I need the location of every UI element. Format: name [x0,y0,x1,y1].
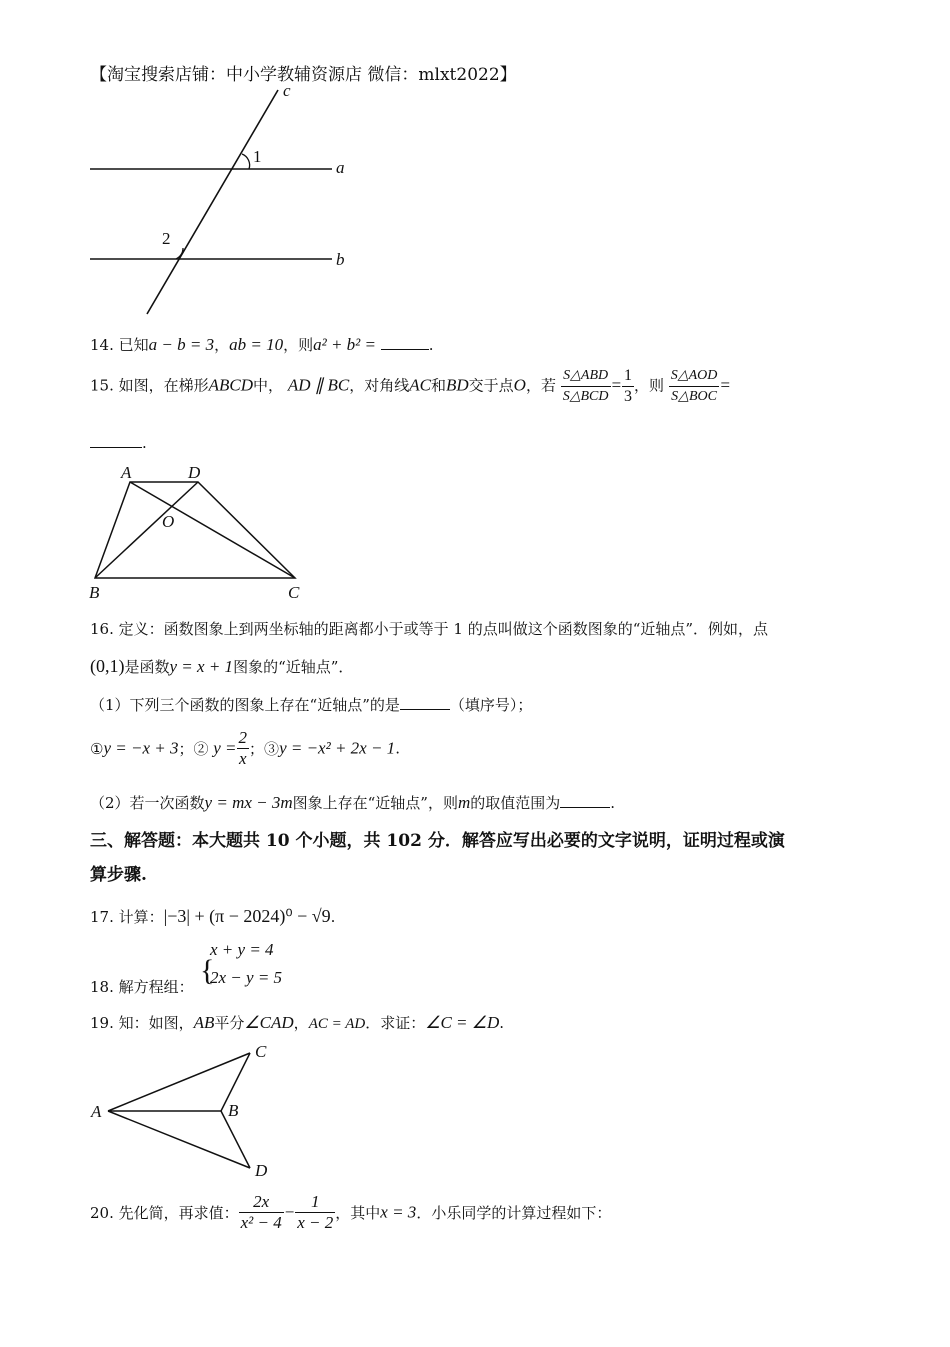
label-A: A [91,1102,102,1121]
angle-2-arc [176,248,183,259]
label-C: C [255,1042,267,1061]
answer-blank[interactable] [381,349,429,350]
figure-kite [85,1038,285,1183]
answer-blank[interactable] [90,447,142,448]
figure-parallel-lines [85,82,365,322]
equation-2: 2x − y = 5 [210,968,283,987]
question-16-part1: （1）下列三个函数的图象上存在“近轴点”的是 （填序号）； [90,696,533,714]
angle-1-arc [242,154,250,169]
question-17: 17. 计算：|−3| + (π − 2024)⁰ − √9. [90,906,336,926]
question-16-line2: (0,1)是函数y = x + 1图象的“近轴点”． [90,656,354,676]
label-A: A [121,463,132,482]
trapezoid-outline [95,482,295,578]
label-D: D [188,463,201,482]
diagonal-bd [95,482,198,578]
question-15-blank-line: . [90,434,147,452]
question-16-line1: 16. 定义：函数图象上到两坐标轴的距离都小于或等于 1 的点叫做这个函数图象的“近轴点”．例如，点 [90,620,769,638]
question-16-part2: （2）若一次函数y = mx − 3m图象上存在“近轴点”，则m的取值范围为 . [90,793,616,812]
label-D: D [255,1161,268,1180]
label-b: b [336,250,345,269]
label-angle-2: 2 [162,229,171,248]
figure-trapezoid [85,460,315,605]
label-angle-1: 1 [253,147,262,166]
answer-blank[interactable] [400,709,450,710]
label-a: a [336,158,345,177]
question-16-options: ①y = −x + 3；② y = $\frac{2}{x}$ ；③y = −x² + 2x − 1. [90,728,400,768]
label-O: O [162,512,175,531]
option2-fraction: $\frac{2}{x}$ [238,728,248,768]
question-19: 19. 知：如图，AB平分∠CAD，AC = AD．求证：∠C = ∠D. [90,1013,505,1032]
question-14: 14. 已知a − b = 3，ab = 10，则a² + b² = . [90,335,434,354]
answer-blank[interactable] [560,807,610,808]
equation-1: x + y = 4 [210,940,274,959]
ratio-fraction: $\frac{\text{S△ABD}}{\text{S△BCD}}$ [562,368,609,404]
fraction-1: $\frac{2x}{\text{x² − 4}}$ [240,1192,282,1232]
question-20: 20. 先化简，再求值： $\frac{2x}{\text{x² − 4}}$ − $\frac{1}{x - 2}$ ，其中x = 3．小乐同学的计算过程如下： [90,1192,612,1232]
label-B: B [228,1101,239,1120]
label-c: c [283,82,291,100]
section-3-heading: 三、解答题：本大题共 10 个小题，共 102 分．解答应写出必要的文字说明，证明过程或演 [90,831,785,851]
value-fraction: $\frac{1}{3}$ [624,367,632,405]
banner: 【淘宝搜索店铺：中小学教辅资源店 微信：mlxt2022】 [90,65,517,85]
section-3-heading-cont: 算步骤. [90,865,147,885]
question-15: 15. 如图，在梯形ABCD中， AD ∥ BC，对角线AC和BD交于点O，若 $\frac{\text{S△ABD}}{\text{S△BCD}}$ = $\frac{1}{3}$ ，则 $\frac{\text{S△AOD}}{\text{S△BOC}}$ = [90,367,731,405]
question-18-label: 18. 解方程组： [90,978,194,996]
label-C: C [288,583,300,602]
line-c [147,90,278,314]
system-brace: { [200,954,215,987]
asked-fraction: $\frac{\text{S△AOD}}{\text{S△BOC}}$ [670,368,718,404]
label-B: B [89,583,100,602]
fraction-2: $\frac{1}{x - 2}$ [297,1192,334,1232]
